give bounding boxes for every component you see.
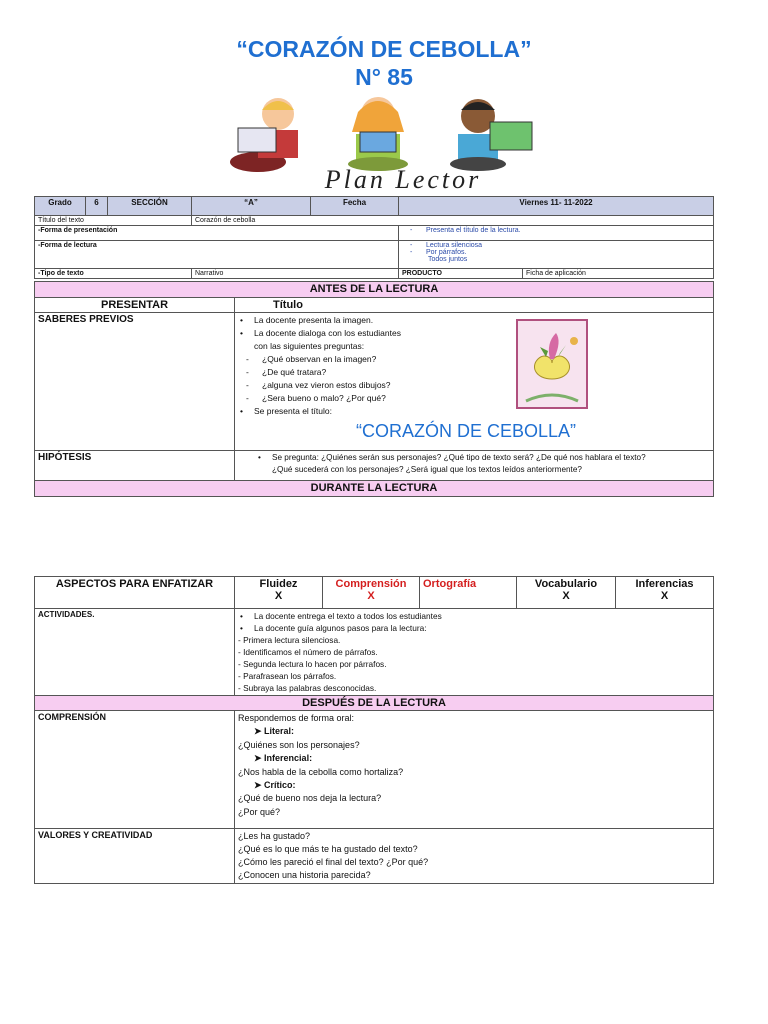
seccion-value: “A” — [192, 197, 311, 216]
mark: X — [367, 590, 375, 602]
lectura-label: -Forma de lectura — [35, 241, 399, 269]
hipotesis-q2: ¿Qué sucederá con los personajes? ¿Será igual que los textos leídos anteriormente? — [272, 465, 582, 474]
col-ortografia: Ortografía — [423, 578, 477, 590]
valores-label: VALORES Y CREATIVIDAD — [35, 829, 235, 884]
act-item: - Primera lectura silenciosa. — [238, 635, 341, 645]
comp-line: Crítico: — [264, 780, 296, 791]
valores-line: ¿Les ha gustado? — [238, 831, 311, 841]
col-fluidez: Fluidez — [259, 578, 298, 590]
act-item: - Subraya las palabras desconocidas. — [238, 683, 377, 693]
hipotesis-label: HIPÓTESIS — [35, 451, 235, 481]
seccion-label: SECCIÓN — [108, 197, 192, 216]
lectura-item: - Lectura silenciosa — [402, 242, 710, 249]
despues-header: DESPUÉS DE LA LECTURA — [35, 696, 714, 711]
page-number: N° 85 — [355, 64, 413, 90]
question: - ¿alguna vez vieron estos dibujos? — [238, 379, 710, 392]
comp-line: ¿Quiénes son los personajes? — [238, 739, 360, 750]
valores-line: ¿Qué es lo que más te ha gustado del texto? — [238, 844, 418, 854]
titulo-value: Corazón de cebolla — [192, 216, 714, 226]
aspectos-label: ASPECTOS PARA ENFATIZAR — [35, 577, 235, 609]
comp-line: Inferencial: — [264, 753, 313, 764]
arrow-icon: ➤ — [254, 753, 265, 764]
antes-header: ANTES DE LA LECTURA — [35, 282, 714, 298]
comp-line: ¿Por qué? — [238, 806, 281, 817]
question: - ¿De qué tratara? — [238, 366, 710, 379]
titulo-label: Título — [235, 298, 714, 313]
aspectos-table — [34, 576, 714, 884]
valores-line: ¿Conocen una historia parecida? — [238, 870, 371, 880]
comprension-label: COMPRENSIÓN — [35, 711, 235, 829]
onion-heart-image — [516, 319, 588, 409]
act-bullet: • La docente entrega el texto a todos los estudiantes — [238, 610, 710, 622]
bullet: • Se presenta el título: — [238, 405, 710, 418]
act-item: - Identificamos el número de párrafos. — [238, 647, 378, 657]
presentacion-label: -Forma de presentación — [35, 226, 399, 241]
big-title: “CORAZÓN DE CEBOLLA” — [356, 421, 577, 441]
comp-line: Literal: — [264, 726, 295, 737]
hipotesis-q1: Se pregunta: ¿Quiénes serán sus personajes? ¿Qué tipo de texto será? ¿De qué nos hablara el texto? — [272, 453, 646, 462]
lectura-item: Todos juntos — [428, 256, 468, 263]
presentacion-value: Presenta el título de la lectura. — [426, 227, 521, 234]
arrow-icon: ➤ — [254, 780, 265, 791]
saberes-label: SABERES PREVIOS — [35, 313, 235, 451]
producto-label: PRODUCTO — [399, 269, 523, 279]
titulo-label: Título del texto — [35, 216, 192, 226]
bullet: • La docente dialoga con los estudiantes — [238, 327, 710, 340]
grado-value: 6 — [86, 197, 108, 216]
comp-line: ¿Qué de bueno nos deja la lectura? — [238, 793, 382, 804]
actividades-label: ACTIVIDADES. — [35, 609, 235, 696]
mark: X — [274, 590, 283, 602]
mark: X — [660, 590, 669, 602]
mark: X — [562, 590, 570, 602]
col-vocabulario: Vocabulario — [534, 578, 598, 590]
antes-table — [34, 281, 714, 497]
question: - ¿Qué observan en la imagen? — [238, 353, 710, 366]
presentar-label: PRESENTAR — [35, 298, 235, 313]
col-inferencias: Inferencias — [635, 578, 694, 590]
fecha-value: Viernes 11- 11-2022 — [399, 197, 714, 216]
comp-line: Respondemos de forma oral: — [238, 713, 355, 723]
arrow-icon: ➤ — [254, 726, 265, 737]
bullet-cont: con las siguientes preguntas: — [254, 341, 365, 351]
act-item: - Parafrasean los párrafos. — [238, 671, 337, 681]
logo-text: Plan Lector — [324, 165, 482, 192]
durante-header: DURANTE LA LECTURA — [35, 481, 714, 497]
bullet: • La docente presenta la imagen. — [238, 314, 710, 327]
valores-line: ¿Cómo les pareció el final del texto? ¿Por qué? — [238, 857, 429, 867]
producto-value: Ficha de aplicación — [523, 269, 714, 279]
act-item: - Segunda lectura lo hacen por párrafos. — [238, 659, 387, 669]
tipo-value: Narrativo — [192, 269, 399, 279]
tipo-label: -Tipo de texto — [35, 269, 192, 279]
comp-line: ¿Nos habla de la cebolla como hortaliza? — [238, 766, 404, 777]
plan-table-top — [34, 196, 714, 279]
plan-lector-logo — [228, 92, 578, 192]
col-comprension: Comprensión — [335, 578, 407, 590]
page-title: “CORAZÓN DE CEBOLLA” — [236, 36, 532, 62]
act-bullet: • La docente guía algunos pasos para la lectura: — [238, 622, 710, 634]
lectura-item: - Por párrafos. — [402, 249, 710, 256]
fecha-label: Fecha — [311, 197, 399, 216]
grado-label: Grado — [35, 197, 86, 216]
question: - ¿Sera bueno o malo? ¿Por qué? — [238, 392, 710, 405]
